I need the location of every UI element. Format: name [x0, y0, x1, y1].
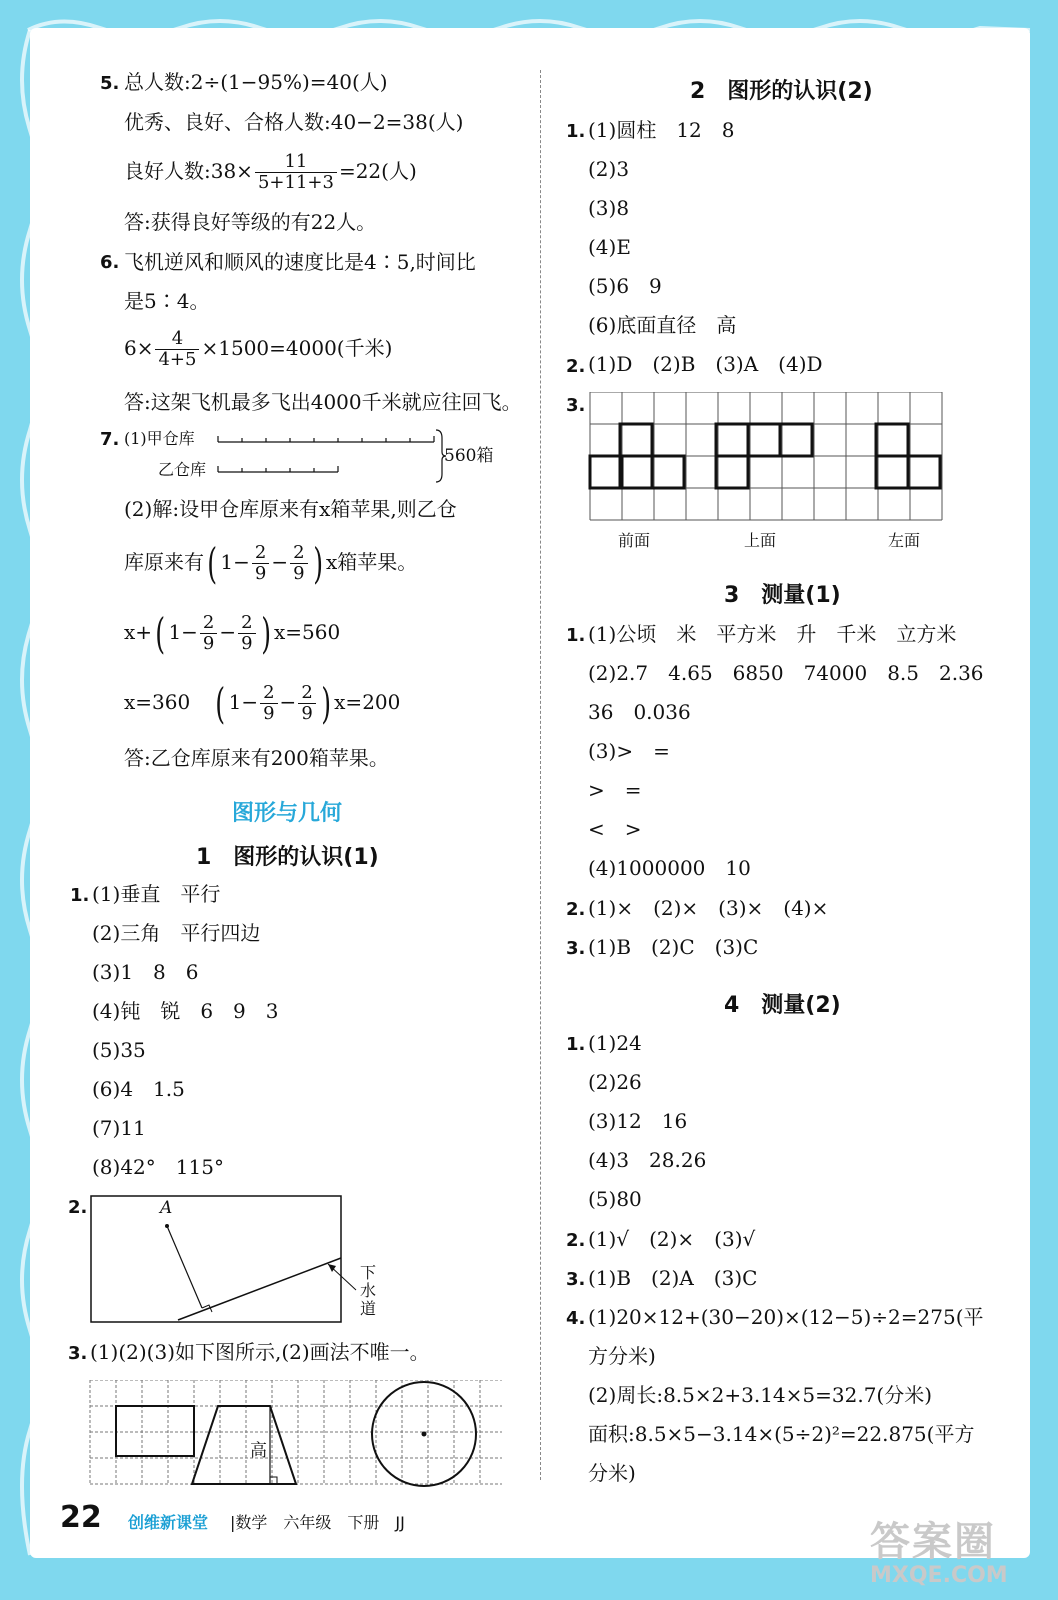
q7-eq2-paren-open: ( [215, 678, 226, 728]
perpendicular-diagram [90, 1194, 390, 1328]
s3-q1-a1: (1)公顷 米 平方米 升 千米 立方米 [588, 622, 957, 646]
s4-q2-answers: (1)√ (2)× (3)√ [588, 1227, 756, 1251]
s4-q4-d3: (2)周长:8.5×2+3.14×5=32.7(分米) [588, 1383, 933, 1407]
q7-eq2-b: x=200 [334, 690, 401, 714]
s4-q3-number: 3. [566, 1269, 586, 1290]
q7-eq2-frac-b [298, 683, 315, 724]
q7-eq2-minus: − [279, 690, 297, 714]
s4-q4-d4: 面积:8.5×5−3.14×(5÷2)²=22.875(平方 [588, 1422, 975, 1446]
s2-q3-number: 3. [566, 395, 586, 416]
s2-q1-a2: (2)3 [588, 157, 630, 181]
q7-one: 1− [220, 550, 250, 574]
s4-q1-a2: (2)26 [588, 1070, 642, 1094]
q7-minus: − [271, 550, 289, 574]
s4-q1-a1: (1)24 [588, 1031, 642, 1055]
s3-q1-a7: (4)1000000 10 [588, 856, 751, 880]
s4-q1-number: 1. [566, 1034, 586, 1055]
s2-q2-number: 2. [566, 356, 586, 377]
s3-q3-answers: (1)B (2)C (3)C [588, 935, 759, 959]
s3-q2-number: 2. [566, 899, 586, 920]
q7-segment-diagram [216, 428, 446, 484]
q6-fraction [155, 329, 199, 370]
q6-number: 6. [100, 252, 120, 273]
s1-q1-a8: (8)42° 115° [92, 1155, 224, 1179]
watermark-logo [870, 1510, 1008, 1588]
q7-line2-a: 库原来有 [124, 550, 204, 574]
s3-q2-answers: (1)× (2)× (3)× (4)× [588, 896, 829, 920]
s3-q1-number: 1. [566, 625, 586, 646]
section4-title: 4 测量(2) [724, 993, 841, 1018]
book-info: |数学 六年级 下册 JJ [230, 1513, 405, 1532]
q6-line1: 飞机逆风和顺风的速度比是4∶5,时间比 [124, 250, 476, 274]
q7-frac-b-num: 2 [290, 543, 307, 564]
q7-total-label: 560箱 [444, 446, 494, 466]
q7-eq1-a: x+ [124, 620, 153, 644]
s4-q4-d1: (1)20×12+(30−20)×(12−5)÷2=275(平 [588, 1305, 984, 1329]
left-view-label: 左面 [888, 531, 921, 550]
q7-equation1 [124, 606, 340, 658]
section1-title: 1 图形的认识(1) [196, 845, 379, 870]
q7-paren-close: ) [312, 538, 323, 588]
q7-line2-b: x箱苹果。 [325, 550, 418, 574]
s3-q3-number: 3. [566, 938, 586, 959]
q7-eq1-paren-close: ) [260, 608, 271, 658]
q7-frac-a-den: 9 [254, 563, 267, 584]
s4-q2-number: 2. [566, 1230, 586, 1251]
q7-part2-line2 [124, 536, 417, 588]
q7-eq2-frac-a-num: 2 [260, 683, 277, 704]
q7-eq2-frac-b-num: 2 [298, 683, 315, 704]
q7-eq1-frac-a-num: 2 [200, 613, 217, 634]
s1-q2-number: 2. [68, 1197, 88, 1218]
publisher-brand: 创维新课堂 [128, 1513, 209, 1532]
q7-eq2-one: 1− [228, 690, 259, 714]
q7-eq2-frac-a-den: 9 [263, 703, 275, 724]
s3-q1-a3: 36 0.036 [588, 700, 691, 724]
q5-fraction [255, 152, 337, 193]
s1-q3-number: 3. [68, 1343, 88, 1364]
q7-eq2-paren-close: ) [321, 678, 331, 728]
s4-q1-a3: (3)12 16 [588, 1109, 688, 1133]
s2-q1-a4: (4)E [588, 235, 631, 259]
q6-answer: 答:这架飞机最多飞出4000千米就应往回飞。 [124, 390, 522, 414]
section-heading: 图形与几何 [232, 801, 343, 826]
q7-eq1-minus: − [219, 620, 237, 644]
s2-q1-number: 1. [566, 121, 586, 142]
q7-eq2-frac-a [260, 683, 277, 724]
s1-q1-a2: (2)三角 平行四边 [92, 921, 261, 945]
q7-eq2-frac-b-den: 9 [301, 703, 313, 724]
q5-answer: 答:获得良好等级的有22人。 [124, 210, 377, 234]
drain-label: 下水道 [360, 1263, 377, 1318]
section3-title: 3 测量(1) [724, 583, 841, 608]
section2-title: 2 图形的认识(2) [690, 79, 873, 104]
s2-q1-a1: (1)圆柱 12 8 [588, 118, 735, 142]
q7-yi-label: 乙仓库 [158, 460, 207, 479]
q7-eq1-frac-a [200, 613, 217, 654]
page-number: 22 [60, 1500, 102, 1535]
q5-line3-b: =22(人) [338, 159, 417, 183]
q7-frac-a-num: 2 [252, 543, 269, 564]
s1-q1-a3: (3)1 8 6 [92, 960, 199, 984]
top-view-label: 上面 [744, 531, 777, 550]
s1-q1-a4: (4)钝 锐 6 9 3 [92, 999, 279, 1023]
q7-answer: 答:乙仓库原来有200箱苹果。 [124, 746, 389, 770]
height-label: 高 [250, 1441, 267, 1461]
s1-q1-a6: (6)4 1.5 [92, 1077, 185, 1101]
shapes-grid-diagram [88, 1380, 504, 1488]
s2-q1-a6: (6)底面直径 高 [588, 313, 737, 337]
s3-q1-a6: < > [588, 817, 642, 841]
q7-eq1-one: 1− [168, 620, 198, 644]
s4-q3-answers: (1)B (2)A (3)C [588, 1266, 758, 1290]
q7-eq2-a: x=360 [124, 690, 191, 714]
q5-frac-num: 11 [255, 152, 337, 173]
q6-line2: 是5∶4。 [124, 289, 210, 313]
q7-frac-a [252, 543, 269, 584]
q7-eq1-frac-b-den: 9 [241, 633, 253, 654]
s1-q1-a7: (7)11 [92, 1116, 146, 1140]
s2-q1-a5: (5)6 9 [588, 274, 662, 298]
q6-frac-den: 4+5 [158, 349, 197, 370]
s1-q1-a5: (5)35 [92, 1038, 146, 1062]
q7-frac-b [290, 543, 307, 584]
q7-eq1-frac-b-num: 2 [238, 613, 255, 634]
s2-q2-answers: (1)D (2)B (3)A (4)D [588, 352, 823, 376]
q7-eq1-paren-open: ( [155, 608, 166, 658]
front-view-label: 前面 [618, 531, 651, 550]
q5-line3 [124, 148, 417, 194]
q7-eq1-frac-b [238, 613, 255, 654]
s4-q4-d5: 分米) [588, 1461, 636, 1485]
q5-line1: 总人数:2÷(1−95%)=40(人) [124, 70, 388, 94]
q7-equation2 [124, 676, 400, 728]
q5-line3-a: 良好人数:38× [124, 159, 253, 183]
q7-frac-b-den: 9 [293, 563, 305, 584]
s2-q1-a3: (3)8 [588, 196, 630, 220]
s4-q4-number: 4. [566, 1308, 586, 1329]
s4-q1-a4: (4)3 28.26 [588, 1148, 707, 1172]
q6-line3 [124, 325, 392, 371]
watermark-line1: 答案圈 [870, 1519, 996, 1565]
s3-q1-a4: (3)> = [588, 739, 670, 763]
s1-q1-a1: (1)垂直 平行 [92, 882, 221, 906]
q7-paren-open: ( [207, 538, 218, 588]
s1-q1-number: 1. [70, 885, 90, 906]
s3-q1-a5: > = [588, 778, 642, 802]
watermark-line2: MXQE.COM [870, 1563, 1008, 1588]
q5-frac-den: 5+11+3 [257, 172, 334, 193]
s3-q1-a2: (2)2.7 4.65 6850 74000 8.5 2.36 [588, 661, 984, 685]
q7-eq1-b: x=560 [273, 620, 341, 644]
column-divider [540, 70, 541, 1480]
three-view-grid [588, 392, 944, 524]
q7-part2-line1: (2)解:设甲仓库原来有x箱苹果,则乙仓 [124, 497, 457, 521]
q5-line2: 优秀、良好、合格人数:40−2=38(人) [124, 110, 464, 134]
q6-line3-b: ×1500=4000(千米) [201, 336, 393, 360]
q6-frac-num: 4 [155, 329, 199, 350]
q5-number: 5. [100, 73, 120, 94]
s4-q4-d2: 方分米) [588, 1344, 656, 1368]
q6-line3-a: 6× [124, 336, 154, 360]
q7-number: 7. [100, 429, 120, 450]
q7-jia-label: (1)甲仓库 [124, 429, 195, 448]
q7-eq1-frac-a-den: 9 [202, 633, 215, 654]
point-a-label: A [160, 1198, 173, 1218]
s4-q1-a5: (5)80 [588, 1187, 642, 1211]
s1-q3-text: (1)(2)(3)如下图所示,(2)画法不唯一。 [90, 1340, 430, 1364]
